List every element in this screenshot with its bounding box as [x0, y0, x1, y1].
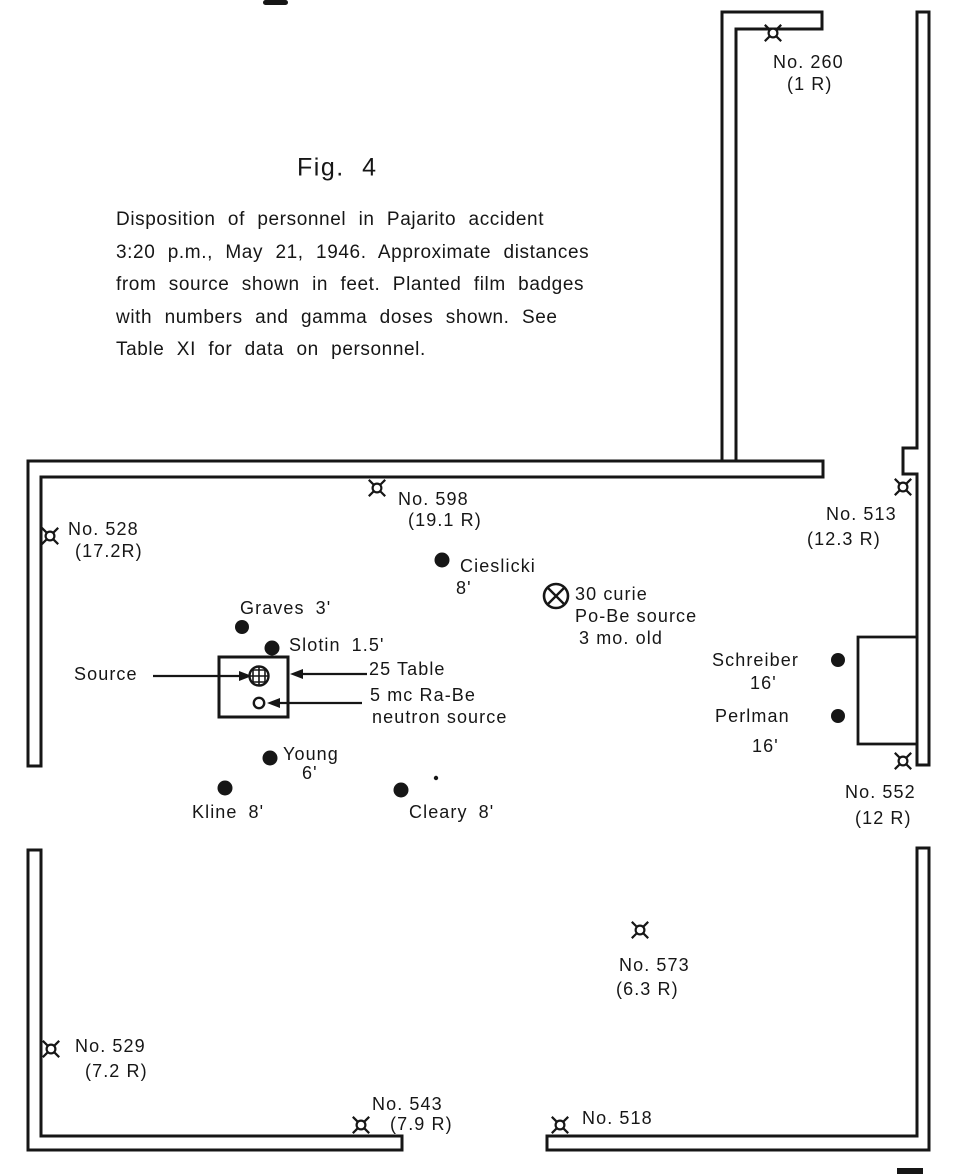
po-be-source-symbol	[544, 584, 568, 608]
po-be-label-1: 30 curie	[575, 584, 648, 604]
caption-line: from source shown in feet. Planted film badges	[116, 274, 585, 295]
film-badge-symbol-528	[42, 528, 58, 544]
person-dist-young: 6'	[302, 763, 318, 783]
figure-caption	[116, 204, 628, 367]
person-label-slotin: Slotin 1.5'	[289, 635, 385, 655]
person-dot-kline	[218, 781, 233, 796]
person-dist-perlman: 16'	[752, 736, 779, 756]
wall-bottom-left	[28, 850, 402, 1150]
neutron-source-label-2: neutron source	[372, 707, 508, 727]
neutron-source-label-1: 5 mc Ra-Be	[370, 685, 477, 705]
film-badge-symbol-543	[353, 1117, 369, 1133]
badge-552-number: No. 552	[845, 782, 916, 802]
person-dist-schreiber: 16'	[750, 673, 777, 693]
person-dot-cleary	[394, 783, 409, 798]
scan-artifact-speck	[434, 776, 438, 780]
source-label: Source	[74, 664, 138, 684]
person-label-graves: Graves 3'	[240, 598, 332, 618]
badge-513-dose: (12.3 R)	[807, 529, 881, 549]
scan-artifact-bottom	[897, 1168, 923, 1174]
table-label: 25 Table	[369, 659, 446, 679]
badge-543-number: No. 543	[372, 1094, 443, 1114]
po-be-label-2: Po-Be source	[575, 606, 698, 626]
figure-title: Fig. 4	[297, 153, 378, 182]
person-dot-perlman	[831, 709, 845, 723]
film-badge-symbol-529	[43, 1041, 59, 1057]
person-dot-young	[263, 751, 278, 766]
badge-552-dose: (12 R)	[855, 808, 912, 828]
badge-528-dose: (17.2R)	[75, 541, 143, 561]
film-badge-symbol-552	[895, 753, 911, 769]
person-label-cleary: Cleary 8'	[409, 802, 495, 822]
person-dot-slotin	[265, 641, 280, 656]
person-label-cieslicki: Cieslicki	[460, 556, 536, 576]
badge-260-dose: (1 R)	[787, 74, 833, 94]
badge-518-number: No. 518	[582, 1108, 653, 1128]
caption-line: 3:20 p.m., May 21, 1946. Approximate distances	[116, 241, 590, 263]
table-arrow	[290, 669, 367, 679]
neutron-source-circle	[254, 698, 264, 708]
table-outline	[219, 657, 288, 717]
film-badge-symbol-518	[552, 1117, 568, 1133]
po-be-label-3: 3 mo. old	[579, 628, 663, 648]
badge-573-dose: (6.3 R)	[616, 979, 679, 999]
person-dot-graves	[235, 620, 249, 634]
badge-543-dose: (7.9 R)	[390, 1114, 453, 1134]
film-badge-symbol-573	[632, 922, 648, 938]
film-badge-symbol-513	[895, 479, 911, 495]
right-wall-recess	[858, 637, 917, 744]
person-label-young: Young	[283, 744, 339, 764]
wall-bottom-right	[547, 848, 929, 1150]
person-label-schreiber: Schreiber	[712, 650, 799, 670]
film-badge-symbol-598	[369, 480, 385, 496]
badge-598-number: No. 598	[398, 489, 469, 509]
scan-artifact-top	[263, 0, 288, 5]
person-label-perlman: Perlman	[715, 706, 790, 726]
badge-260-number: No. 260	[773, 52, 844, 72]
caption-line: Disposition of personnel in Pajarito accident	[116, 209, 545, 230]
badge-598-dose: (19.1 R)	[408, 510, 482, 530]
badge-513-number: No. 513	[826, 504, 897, 524]
badge-529-number: No. 529	[75, 1036, 146, 1056]
person-dot-schreiber	[831, 653, 845, 667]
badge-529-dose: (7.2 R)	[85, 1061, 148, 1081]
caption-line: Table XI for data on personnel.	[116, 339, 426, 360]
person-dot-cieslicki	[435, 553, 450, 568]
caption-line: with numbers and gamma doses shown. See	[116, 306, 558, 328]
person-label-kline: Kline 8'	[192, 802, 265, 822]
badge-573-number: No. 573	[619, 955, 690, 975]
person-dist-cieslicki: 8'	[456, 578, 472, 598]
badge-528-number: No. 528	[68, 519, 139, 539]
